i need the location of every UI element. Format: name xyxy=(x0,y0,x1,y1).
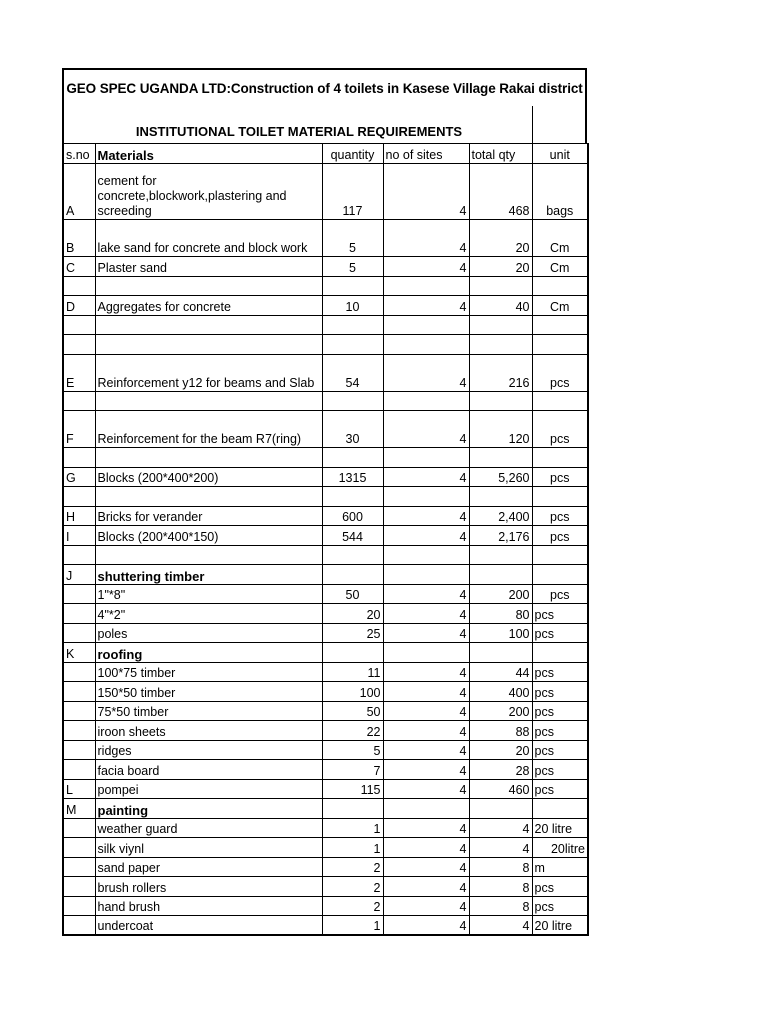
cell-total xyxy=(469,487,532,507)
cell-sites: 4 xyxy=(383,779,469,799)
cell-sites: 4 xyxy=(383,506,469,526)
cell-total xyxy=(469,565,532,585)
subtitle-row xyxy=(62,106,587,143)
cell-sno xyxy=(63,857,95,877)
cell-sites: 4 xyxy=(383,467,469,487)
cell-sno xyxy=(63,662,95,682)
cell-sno: I xyxy=(63,526,95,546)
cell-sno xyxy=(63,276,95,296)
cell-sno xyxy=(63,916,95,936)
cell-material: Aggregates for concrete xyxy=(95,296,322,316)
cell-quantity: 5 xyxy=(322,257,383,277)
cell-unit: 20 litre xyxy=(532,818,588,838)
cell-unit xyxy=(532,335,588,355)
table-row xyxy=(63,506,588,526)
cell-sites: 4 xyxy=(383,682,469,702)
cell-total: 8 xyxy=(469,896,532,916)
cell-sno xyxy=(63,487,95,507)
cell-material xyxy=(95,315,322,335)
cell-quantity: 25 xyxy=(322,623,383,643)
cell-sites: 4 xyxy=(383,584,469,604)
cell-sites: 4 xyxy=(383,164,469,220)
cell-unit: pcs xyxy=(532,896,588,916)
cell-sites: 4 xyxy=(383,721,469,741)
cell-material: facia board xyxy=(95,760,322,780)
cell-sno: J xyxy=(63,565,95,585)
cell-total: 28 xyxy=(469,760,532,780)
cell-sites xyxy=(383,545,469,565)
table-row xyxy=(63,818,588,838)
cell-quantity: 54 xyxy=(322,354,383,391)
cell-quantity: 544 xyxy=(322,526,383,546)
cell-sites: 4 xyxy=(383,818,469,838)
cell-sno xyxy=(63,448,95,468)
cell-unit: 20litre xyxy=(532,838,588,858)
cell-unit: pcs xyxy=(532,623,588,643)
table-row xyxy=(63,411,588,448)
cell-sno xyxy=(63,584,95,604)
cell-material: shuttering timber xyxy=(95,565,322,585)
cell-sites: 4 xyxy=(383,623,469,643)
cell-quantity: 5 xyxy=(322,740,383,760)
cell-quantity xyxy=(322,565,383,585)
cell-sno: M xyxy=(63,799,95,819)
cell-material: undercoat xyxy=(95,916,322,936)
cell-sites xyxy=(383,276,469,296)
cell-total: 400 xyxy=(469,682,532,702)
cell-unit: pcs xyxy=(532,526,588,546)
cell-unit: Cm xyxy=(532,296,588,316)
table-row xyxy=(63,296,588,316)
cell-quantity: 20 xyxy=(322,604,383,624)
cell-sites: 4 xyxy=(383,411,469,448)
header-materials: Materials xyxy=(95,144,322,164)
cell-total: 200 xyxy=(469,701,532,721)
cell-material: Blocks (200*400*150) xyxy=(95,526,322,546)
cell-total: 5,260 xyxy=(469,467,532,487)
cell-material xyxy=(95,276,322,296)
cell-unit: pcs xyxy=(532,682,588,702)
header-quantity: quantity xyxy=(322,144,383,164)
cell-unit: pcs xyxy=(532,701,588,721)
cell-material: Bricks for verander xyxy=(95,506,322,526)
cell-total xyxy=(469,335,532,355)
cell-sites: 4 xyxy=(383,354,469,391)
cell-sites xyxy=(383,643,469,663)
cell-total: 216 xyxy=(469,354,532,391)
cell-quantity: 1315 xyxy=(322,467,383,487)
header-row xyxy=(63,144,588,164)
cell-unit: m xyxy=(532,857,588,877)
cell-sites: 4 xyxy=(383,896,469,916)
cell-sno: B xyxy=(63,220,95,257)
cell-quantity: 22 xyxy=(322,721,383,741)
cell-quantity: 2 xyxy=(322,857,383,877)
cell-sno: H xyxy=(63,506,95,526)
cell-unit: pcs xyxy=(532,467,588,487)
table-row xyxy=(63,682,588,702)
cell-material: painting xyxy=(95,799,322,819)
cell-total: 20 xyxy=(469,257,532,277)
cell-quantity xyxy=(322,335,383,355)
cell-sno: G xyxy=(63,467,95,487)
cell-sites: 4 xyxy=(383,916,469,936)
blank-row xyxy=(63,335,588,355)
table-row xyxy=(63,857,588,877)
cell-material: poles xyxy=(95,623,322,643)
cell-quantity: 1 xyxy=(322,916,383,936)
cell-material: brush rollers xyxy=(95,877,322,897)
blank-row xyxy=(63,545,588,565)
table-row xyxy=(63,838,588,858)
cell-sites xyxy=(383,565,469,585)
table-row xyxy=(63,604,588,624)
cell-material: lake sand for concrete and block work xyxy=(95,220,322,257)
sheet-title: GEO SPEC UGANDA LTD:Construction of 4 toilets in Kasese Village Rakai district xyxy=(62,68,587,106)
table-body xyxy=(63,164,588,936)
cell-quantity: 100 xyxy=(322,682,383,702)
cell-quantity: 600 xyxy=(322,506,383,526)
cell-sno: A xyxy=(63,164,95,220)
materials-table xyxy=(62,143,589,936)
cell-material: 100*75 timber xyxy=(95,662,322,682)
cell-sites: 4 xyxy=(383,760,469,780)
cell-sites xyxy=(383,335,469,355)
cell-quantity: 117 xyxy=(322,164,383,220)
cell-sno xyxy=(63,701,95,721)
cell-unit: pcs xyxy=(532,662,588,682)
table-row xyxy=(63,354,588,391)
table-row xyxy=(63,257,588,277)
cell-material: 75*50 timber xyxy=(95,701,322,721)
cell-quantity: 2 xyxy=(322,877,383,897)
cell-material: roofing xyxy=(95,643,322,663)
cell-unit xyxy=(532,315,588,335)
subtitle-divider xyxy=(532,106,533,143)
cell-material: 4"*2" xyxy=(95,604,322,624)
cell-unit: pcs xyxy=(532,411,588,448)
cell-quantity: 11 xyxy=(322,662,383,682)
cell-quantity: 30 xyxy=(322,411,383,448)
cell-sno: D xyxy=(63,296,95,316)
cell-total xyxy=(469,448,532,468)
cell-material: cement for concrete,blockwork,plastering and screeding xyxy=(95,164,322,220)
table-row xyxy=(63,760,588,780)
blank-row xyxy=(63,391,588,411)
cell-sno xyxy=(63,838,95,858)
cell-sno xyxy=(63,721,95,741)
cell-unit: 20 litre xyxy=(532,916,588,936)
cell-total: 20 xyxy=(469,740,532,760)
cell-total: 8 xyxy=(469,857,532,877)
table-row xyxy=(63,623,588,643)
spreadsheet xyxy=(62,68,587,936)
table-row xyxy=(63,877,588,897)
cell-total: 8 xyxy=(469,877,532,897)
cell-sno xyxy=(63,682,95,702)
cell-material: ridges xyxy=(95,740,322,760)
cell-quantity: 50 xyxy=(322,701,383,721)
cell-total xyxy=(469,276,532,296)
cell-total: 40 xyxy=(469,296,532,316)
cell-sites xyxy=(383,391,469,411)
table-row xyxy=(63,662,588,682)
cell-sites: 4 xyxy=(383,296,469,316)
table-row xyxy=(63,896,588,916)
cell-material: Reinforcement y12 for beams and Slab xyxy=(95,354,322,391)
cell-unit xyxy=(532,487,588,507)
cell-total: 100 xyxy=(469,623,532,643)
cell-unit: pcs xyxy=(532,604,588,624)
cell-sites xyxy=(383,799,469,819)
cell-sno xyxy=(63,877,95,897)
cell-sno xyxy=(63,335,95,355)
cell-sno: C xyxy=(63,257,95,277)
cell-unit xyxy=(532,565,588,585)
cell-unit xyxy=(532,448,588,468)
cell-total: 20 xyxy=(469,220,532,257)
cell-unit: pcs xyxy=(532,877,588,897)
cell-total xyxy=(469,799,532,819)
header-sno: s.no xyxy=(63,144,95,164)
cell-total xyxy=(469,391,532,411)
cell-unit: pcs xyxy=(532,506,588,526)
cell-sno xyxy=(63,818,95,838)
cell-sites: 4 xyxy=(383,877,469,897)
cell-quantity xyxy=(322,545,383,565)
cell-sites: 4 xyxy=(383,257,469,277)
cell-quantity: 2 xyxy=(322,896,383,916)
cell-unit: Cm xyxy=(532,257,588,277)
cell-unit xyxy=(532,799,588,819)
cell-material: Plaster sand xyxy=(95,257,322,277)
header-total: total qty xyxy=(469,144,532,164)
cell-sites: 4 xyxy=(383,526,469,546)
cell-total: 468 xyxy=(469,164,532,220)
cell-quantity xyxy=(322,448,383,468)
cell-total: 4 xyxy=(469,818,532,838)
cell-sno xyxy=(63,391,95,411)
cell-unit: pcs xyxy=(532,721,588,741)
cell-sites xyxy=(383,487,469,507)
table-row xyxy=(63,740,588,760)
cell-sites: 4 xyxy=(383,701,469,721)
table-row xyxy=(63,701,588,721)
blank-row xyxy=(63,315,588,335)
cell-sno xyxy=(63,545,95,565)
cell-unit: pcs xyxy=(532,584,588,604)
table-row xyxy=(63,565,588,585)
cell-total: 44 xyxy=(469,662,532,682)
cell-material xyxy=(95,448,322,468)
blank-row xyxy=(63,487,588,507)
blank-row xyxy=(63,276,588,296)
cell-material: 150*50 timber xyxy=(95,682,322,702)
header-sites: no of sites xyxy=(383,144,469,164)
cell-unit xyxy=(532,545,588,565)
cell-sno: E xyxy=(63,354,95,391)
cell-material: Blocks (200*400*200) xyxy=(95,467,322,487)
cell-total: 120 xyxy=(469,411,532,448)
cell-unit: pcs xyxy=(532,779,588,799)
table-row xyxy=(63,526,588,546)
cell-quantity xyxy=(322,315,383,335)
cell-sites: 4 xyxy=(383,838,469,858)
cell-total: 460 xyxy=(469,779,532,799)
cell-sites: 4 xyxy=(383,604,469,624)
cell-material xyxy=(95,335,322,355)
cell-sites: 4 xyxy=(383,857,469,877)
cell-unit: Cm xyxy=(532,220,588,257)
cell-material xyxy=(95,545,322,565)
cell-sno: F xyxy=(63,411,95,448)
table-row xyxy=(63,164,588,220)
cell-sites: 4 xyxy=(383,220,469,257)
cell-quantity xyxy=(322,799,383,819)
cell-material: hand brush xyxy=(95,896,322,916)
cell-total: 4 xyxy=(469,838,532,858)
cell-material xyxy=(95,391,322,411)
cell-material: sand paper xyxy=(95,857,322,877)
table-row xyxy=(63,220,588,257)
cell-unit: bags xyxy=(532,164,588,220)
cell-sites xyxy=(383,315,469,335)
table-row xyxy=(63,643,588,663)
cell-unit: pcs xyxy=(532,740,588,760)
cell-sites: 4 xyxy=(383,662,469,682)
blank-row xyxy=(63,448,588,468)
cell-total: 4 xyxy=(469,916,532,936)
table-row xyxy=(63,799,588,819)
cell-sno: K xyxy=(63,643,95,663)
cell-total: 88 xyxy=(469,721,532,741)
cell-material: weather guard xyxy=(95,818,322,838)
cell-sno xyxy=(63,315,95,335)
cell-quantity: 50 xyxy=(322,584,383,604)
cell-total: 2,176 xyxy=(469,526,532,546)
cell-sno: L xyxy=(63,779,95,799)
table-row xyxy=(63,779,588,799)
cell-sites xyxy=(383,448,469,468)
cell-quantity xyxy=(322,391,383,411)
cell-unit: pcs xyxy=(532,354,588,391)
cell-quantity: 5 xyxy=(322,220,383,257)
cell-total: 2,400 xyxy=(469,506,532,526)
table-row xyxy=(63,584,588,604)
cell-quantity: 10 xyxy=(322,296,383,316)
table-row xyxy=(63,721,588,741)
header-unit: unit xyxy=(532,144,588,164)
cell-material: iroon sheets xyxy=(95,721,322,741)
cell-unit: pcs xyxy=(532,760,588,780)
table-row xyxy=(63,916,588,936)
cell-quantity xyxy=(322,487,383,507)
cell-quantity: 1 xyxy=(322,838,383,858)
cell-sno xyxy=(63,604,95,624)
cell-quantity: 7 xyxy=(322,760,383,780)
cell-sites: 4 xyxy=(383,740,469,760)
cell-material: 1"*8" xyxy=(95,584,322,604)
cell-sno xyxy=(63,740,95,760)
cell-total: 200 xyxy=(469,584,532,604)
cell-material: Reinforcement for the beam R7(ring) xyxy=(95,411,322,448)
cell-material: pompei xyxy=(95,779,322,799)
cell-quantity: 1 xyxy=(322,818,383,838)
cell-quantity xyxy=(322,276,383,296)
cell-material: silk viynl xyxy=(95,838,322,858)
cell-sno xyxy=(63,896,95,916)
cell-sno xyxy=(63,760,95,780)
cell-sno xyxy=(63,623,95,643)
cell-unit xyxy=(532,643,588,663)
cell-material xyxy=(95,487,322,507)
cell-quantity xyxy=(322,643,383,663)
cell-unit xyxy=(532,391,588,411)
cell-total: 80 xyxy=(469,604,532,624)
cell-total xyxy=(469,315,532,335)
table-row xyxy=(63,467,588,487)
cell-total xyxy=(469,545,532,565)
cell-unit xyxy=(532,276,588,296)
cell-quantity: 115 xyxy=(322,779,383,799)
sheet-subtitle: INSTITUTIONAL TOILET MATERIAL REQUIREMENTS xyxy=(135,124,463,139)
cell-total xyxy=(469,643,532,663)
